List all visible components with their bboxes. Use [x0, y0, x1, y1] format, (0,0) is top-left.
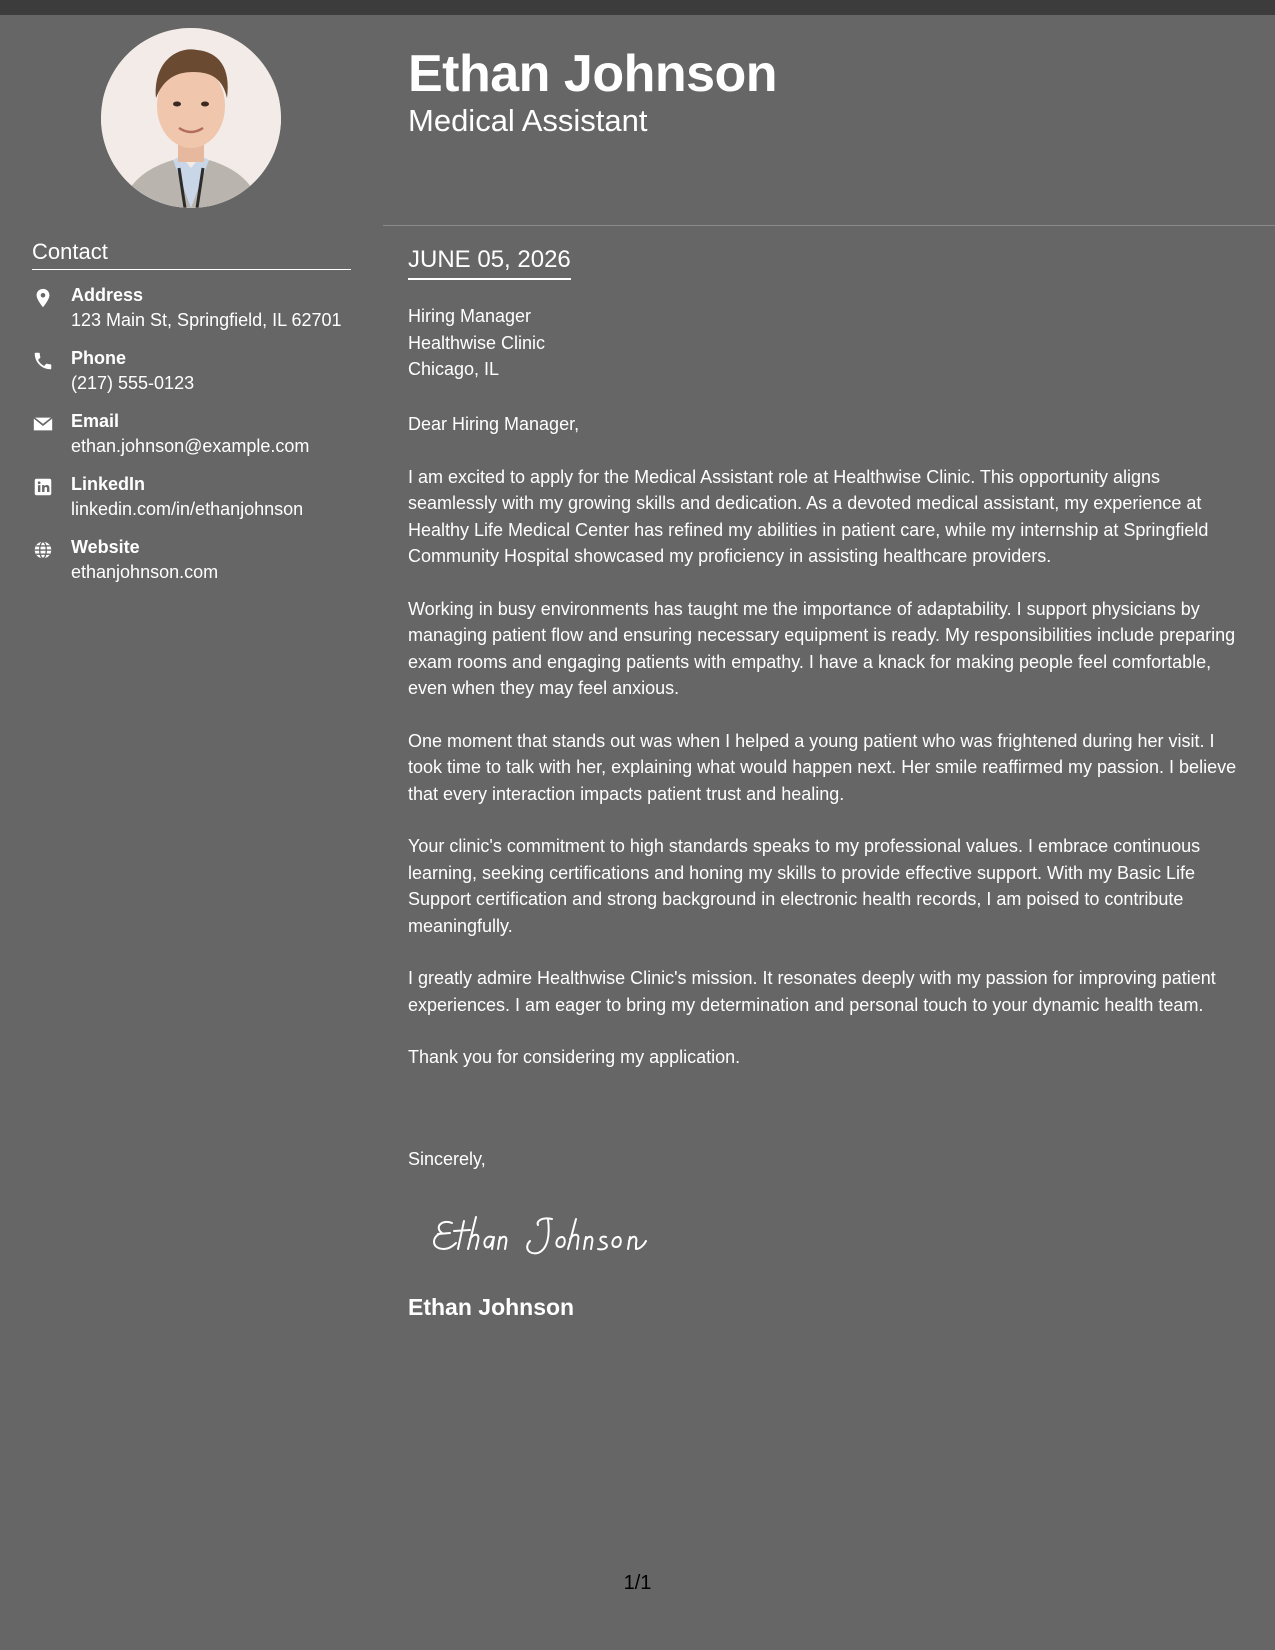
globe-icon: [32, 539, 54, 561]
contact-label: Website: [71, 537, 140, 557]
email-value: ethan.johnson@example.com: [71, 436, 310, 456]
recipient-line: Hiring Manager: [408, 306, 532, 326]
recipient-line: Healthwise Clinic: [408, 332, 546, 353]
letter-date: JUNE 05, 2026: [408, 246, 571, 280]
recipient-line: Chicago, IL: [408, 359, 500, 379]
applicant-name: Ethan Johnson: [408, 45, 778, 103]
linkedin-value: linkedin.com/in/ethanjohnson: [71, 499, 304, 519]
letter-paragraph: I am excited to apply for the Medical Assistant role at Healthwise Clinic. This opportunity aligns seamlessly with my growing skills and dedication. As a devoted medical assistant, my experience at Healthy Life Medical Center has refined my abilities in patient care, while my internship at Springfield Community Hospital showcased my proficiency in assisting healthcare providers.: [408, 466, 1209, 566]
contact-item-website: [32, 537, 362, 600]
contact-item-address: [32, 285, 362, 348]
header-divider: [383, 225, 1275, 226]
letter-paragraph: Your clinic's commitment to high standards speaks to my professional values. I embrace continuous learning, seeking certifications and honing my skills to provide effective support. With my Basic Life Support certification and strong background in electronic health records, I am poised to contribute meaningfully.: [408, 836, 1201, 936]
phone-icon: [32, 350, 54, 372]
letter-paragraph: Thank you for considering my application.: [408, 1047, 741, 1067]
recipient-block: [408, 303, 545, 383]
phone-value: (217) 555-0123: [71, 373, 195, 393]
letter-body: [408, 411, 1248, 1097]
map-pin-icon: [32, 287, 54, 309]
profile-photo: [101, 28, 281, 208]
contact-item-phone: [32, 348, 362, 411]
contact-list: [32, 285, 362, 600]
contact-item-email: [32, 411, 362, 474]
website-value: ethanjohnson.com: [71, 562, 219, 582]
salutation: Dear Hiring Manager,: [408, 414, 580, 434]
contact-label: Address: [71, 285, 144, 305]
letter-paragraph: Working in busy environments has taught me the importance of adaptability. I support physicians by managing patient flow and ensuring necessary equipment is ready. My responsibilities include preparing exam rooms and engaging patients with empathy. I have a knack for making people feel comfortable, even when they may feel anxious.: [408, 598, 1236, 698]
contact-label: Email: [71, 411, 120, 431]
contact-label: LinkedIn: [71, 474, 146, 494]
letter-paragraph: I greatly admire Healthwise Clinic's mission. It resonates deeply with my passion for improving patient experiences. I am eager to bring my determination and personal touch to your dynamic health team.: [408, 968, 1216, 1015]
page-number: 1/1: [623, 1572, 652, 1594]
contact-heading: Contact: [32, 239, 351, 270]
closing: Sincerely,: [408, 1149, 486, 1169]
address-value: 123 Main St, Springfield, IL 62701: [71, 310, 342, 330]
applicant-role: Medical Assistant: [408, 103, 648, 138]
contact-label: Phone: [71, 348, 127, 368]
letter-paragraph: One moment that stands out was when I helped a young patient who was frightened during her visit. I took time to talk with her, explaining what would happen next. Her smile reaffirmed my passion. I believe that every interaction impacts patient trust and healing.: [408, 730, 1237, 804]
top-bar: [0, 0, 1275, 15]
signer-name: Ethan Johnson: [408, 1294, 575, 1320]
linkedin-icon: [32, 476, 54, 498]
handwritten-signature: [424, 1205, 664, 1265]
envelope-icon: [32, 413, 54, 435]
contact-item-linkedin: [32, 474, 362, 537]
